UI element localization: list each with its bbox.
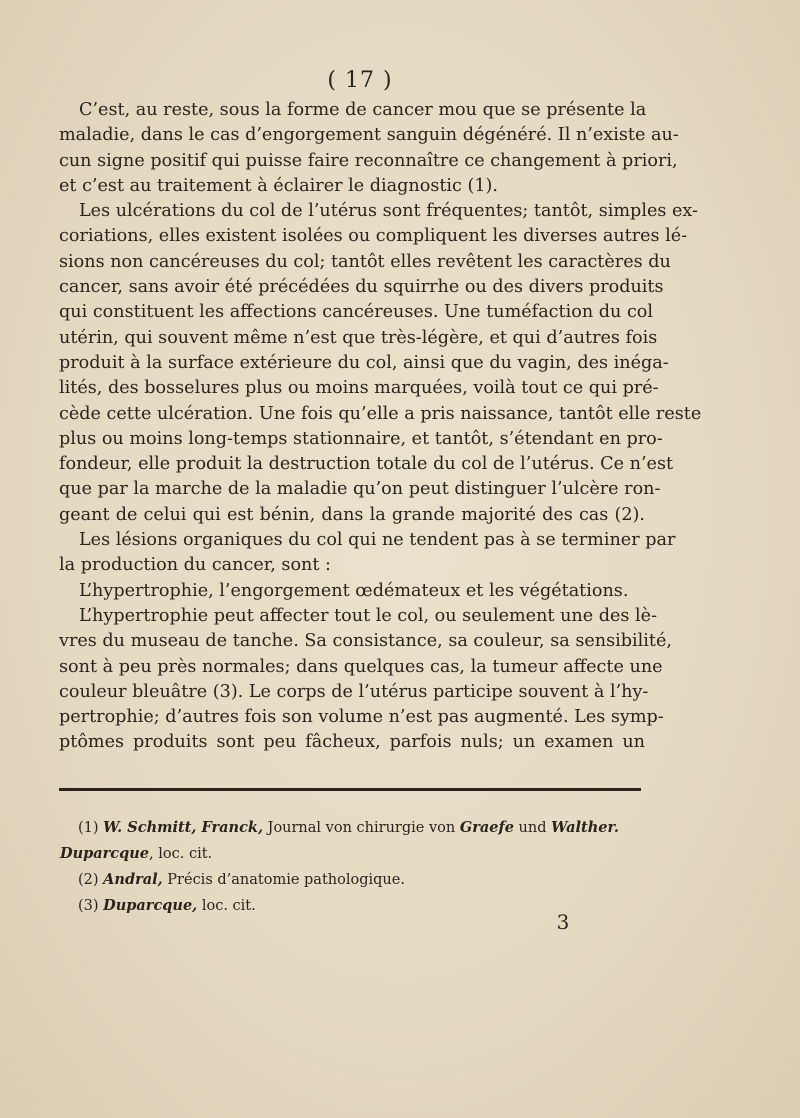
text-line: maladie, dans le cas d’engorgement sanguin dégénéré. Il n’existe au-	[59, 125, 679, 146]
text-line: plus ou moins long-temps stationnaire, et tantôt, s’étendant en pro-	[59, 428, 663, 449]
footnote-author: Andral,	[103, 871, 163, 888]
text-line: C’est, au reste, sous la forme de cancer mou que se présente la	[79, 100, 647, 120]
text-line: produit à la surface extérieure du col, ainsi que du vagin, des inéga-	[59, 352, 669, 373]
footnote-1	[78, 815, 648, 841]
footnote-mark: (1)	[78, 820, 99, 836]
text-line: couleur bleuâtre (3). Le corps de l’utérus participe souvent à l’hy-	[59, 681, 649, 702]
footnote-text: , loc. cit.	[149, 846, 213, 862]
text-line: Les ulcérations du col de l’utérus sont fréquentes; tantôt, simples ex-	[79, 201, 698, 222]
text-line: qui constituent les affections cancéreuses. Une tuméfaction du col	[59, 302, 654, 323]
footnote-author: W. Schmitt, Franck,	[103, 819, 264, 836]
footnote-2	[78, 867, 648, 893]
footnote-mark: (2)	[78, 872, 99, 888]
signature-mark: 3	[556, 910, 570, 934]
text-line: cède cette ulcération. Une fois qu’elle a pris naissance, tantôt elle reste	[59, 403, 702, 424]
text-line: fondeur, elle produit la destruction totale du col de l’utérus. Ce n’est	[59, 454, 674, 475]
text-line: L’hypertrophie, l’engorgement œdémateux et les végétations.	[79, 580, 629, 601]
text-line: la production du cancer, sont :	[59, 555, 331, 576]
text-line: ptômes produits sont peu fâcheux, parfois nuls; un examen un	[59, 732, 645, 753]
footnote-rule	[59, 788, 641, 791]
text-line: coriations, elles existent isolées ou compliquent les diverses autres lé-	[59, 226, 688, 247]
footnote-text: und	[513, 820, 552, 836]
page-number: ( 17 )	[327, 68, 393, 93]
footnote-author: Duparcque,	[103, 897, 198, 914]
footnote-mark: (3)	[78, 898, 99, 914]
footnotes	[60, 815, 648, 919]
footnote-text: loc. cit.	[197, 898, 256, 914]
footnote-author: Duparcque	[60, 845, 150, 862]
text-line: sions non cancéreuses du col; tantôt elles revêtent les caractères du	[59, 251, 671, 272]
text-line: que par la marche de la maladie qu’on peut distinguer l’ulcère ron-	[59, 479, 661, 500]
text-line: L’hypertrophie peut affecter tout le col, ou seulement une des lè-	[79, 605, 658, 626]
text-line: sont à peu près normales; dans quelques cas, la tumeur affecte une	[59, 656, 663, 677]
text-line: cancer, sans avoir été précédées du squirrhe ou des divers produits	[59, 277, 664, 298]
text-line: lités, des bosselures plus ou moins marquées, voilà tout ce qui pré-	[59, 378, 659, 399]
footnote-text: Précis d’anatomie pathologique.	[162, 872, 405, 888]
text-line: geant de celui qui est bénin, dans la grande majorité des cas (2).	[59, 504, 645, 525]
footnote-author: Walther.	[551, 819, 619, 836]
footnote-1-continued	[60, 841, 648, 867]
text-line: et c’est au traitement à éclairer le diagnostic (1).	[59, 175, 499, 196]
body-text	[59, 98, 702, 756]
text-line: vres du museau de tanche. Sa consistance, sa couleur, sa sensibilité,	[59, 631, 672, 652]
text-line: pertrophie; d’autres fois son volume n’est pas augmenté. Les symp-	[59, 707, 664, 728]
footnote-author: Graefe	[459, 819, 514, 836]
text-line: Les lésions organiques du col qui ne tendent pas à se terminer par	[79, 530, 676, 551]
text-line: cun signe positif qui puisse faire reconnaître ce changement à priori,	[59, 150, 678, 171]
text-line: utérin, qui souvent même n’est que très-légère, et qui d’autres fois	[59, 327, 658, 348]
footnote-text: Journal von chirurgie von	[263, 820, 460, 836]
